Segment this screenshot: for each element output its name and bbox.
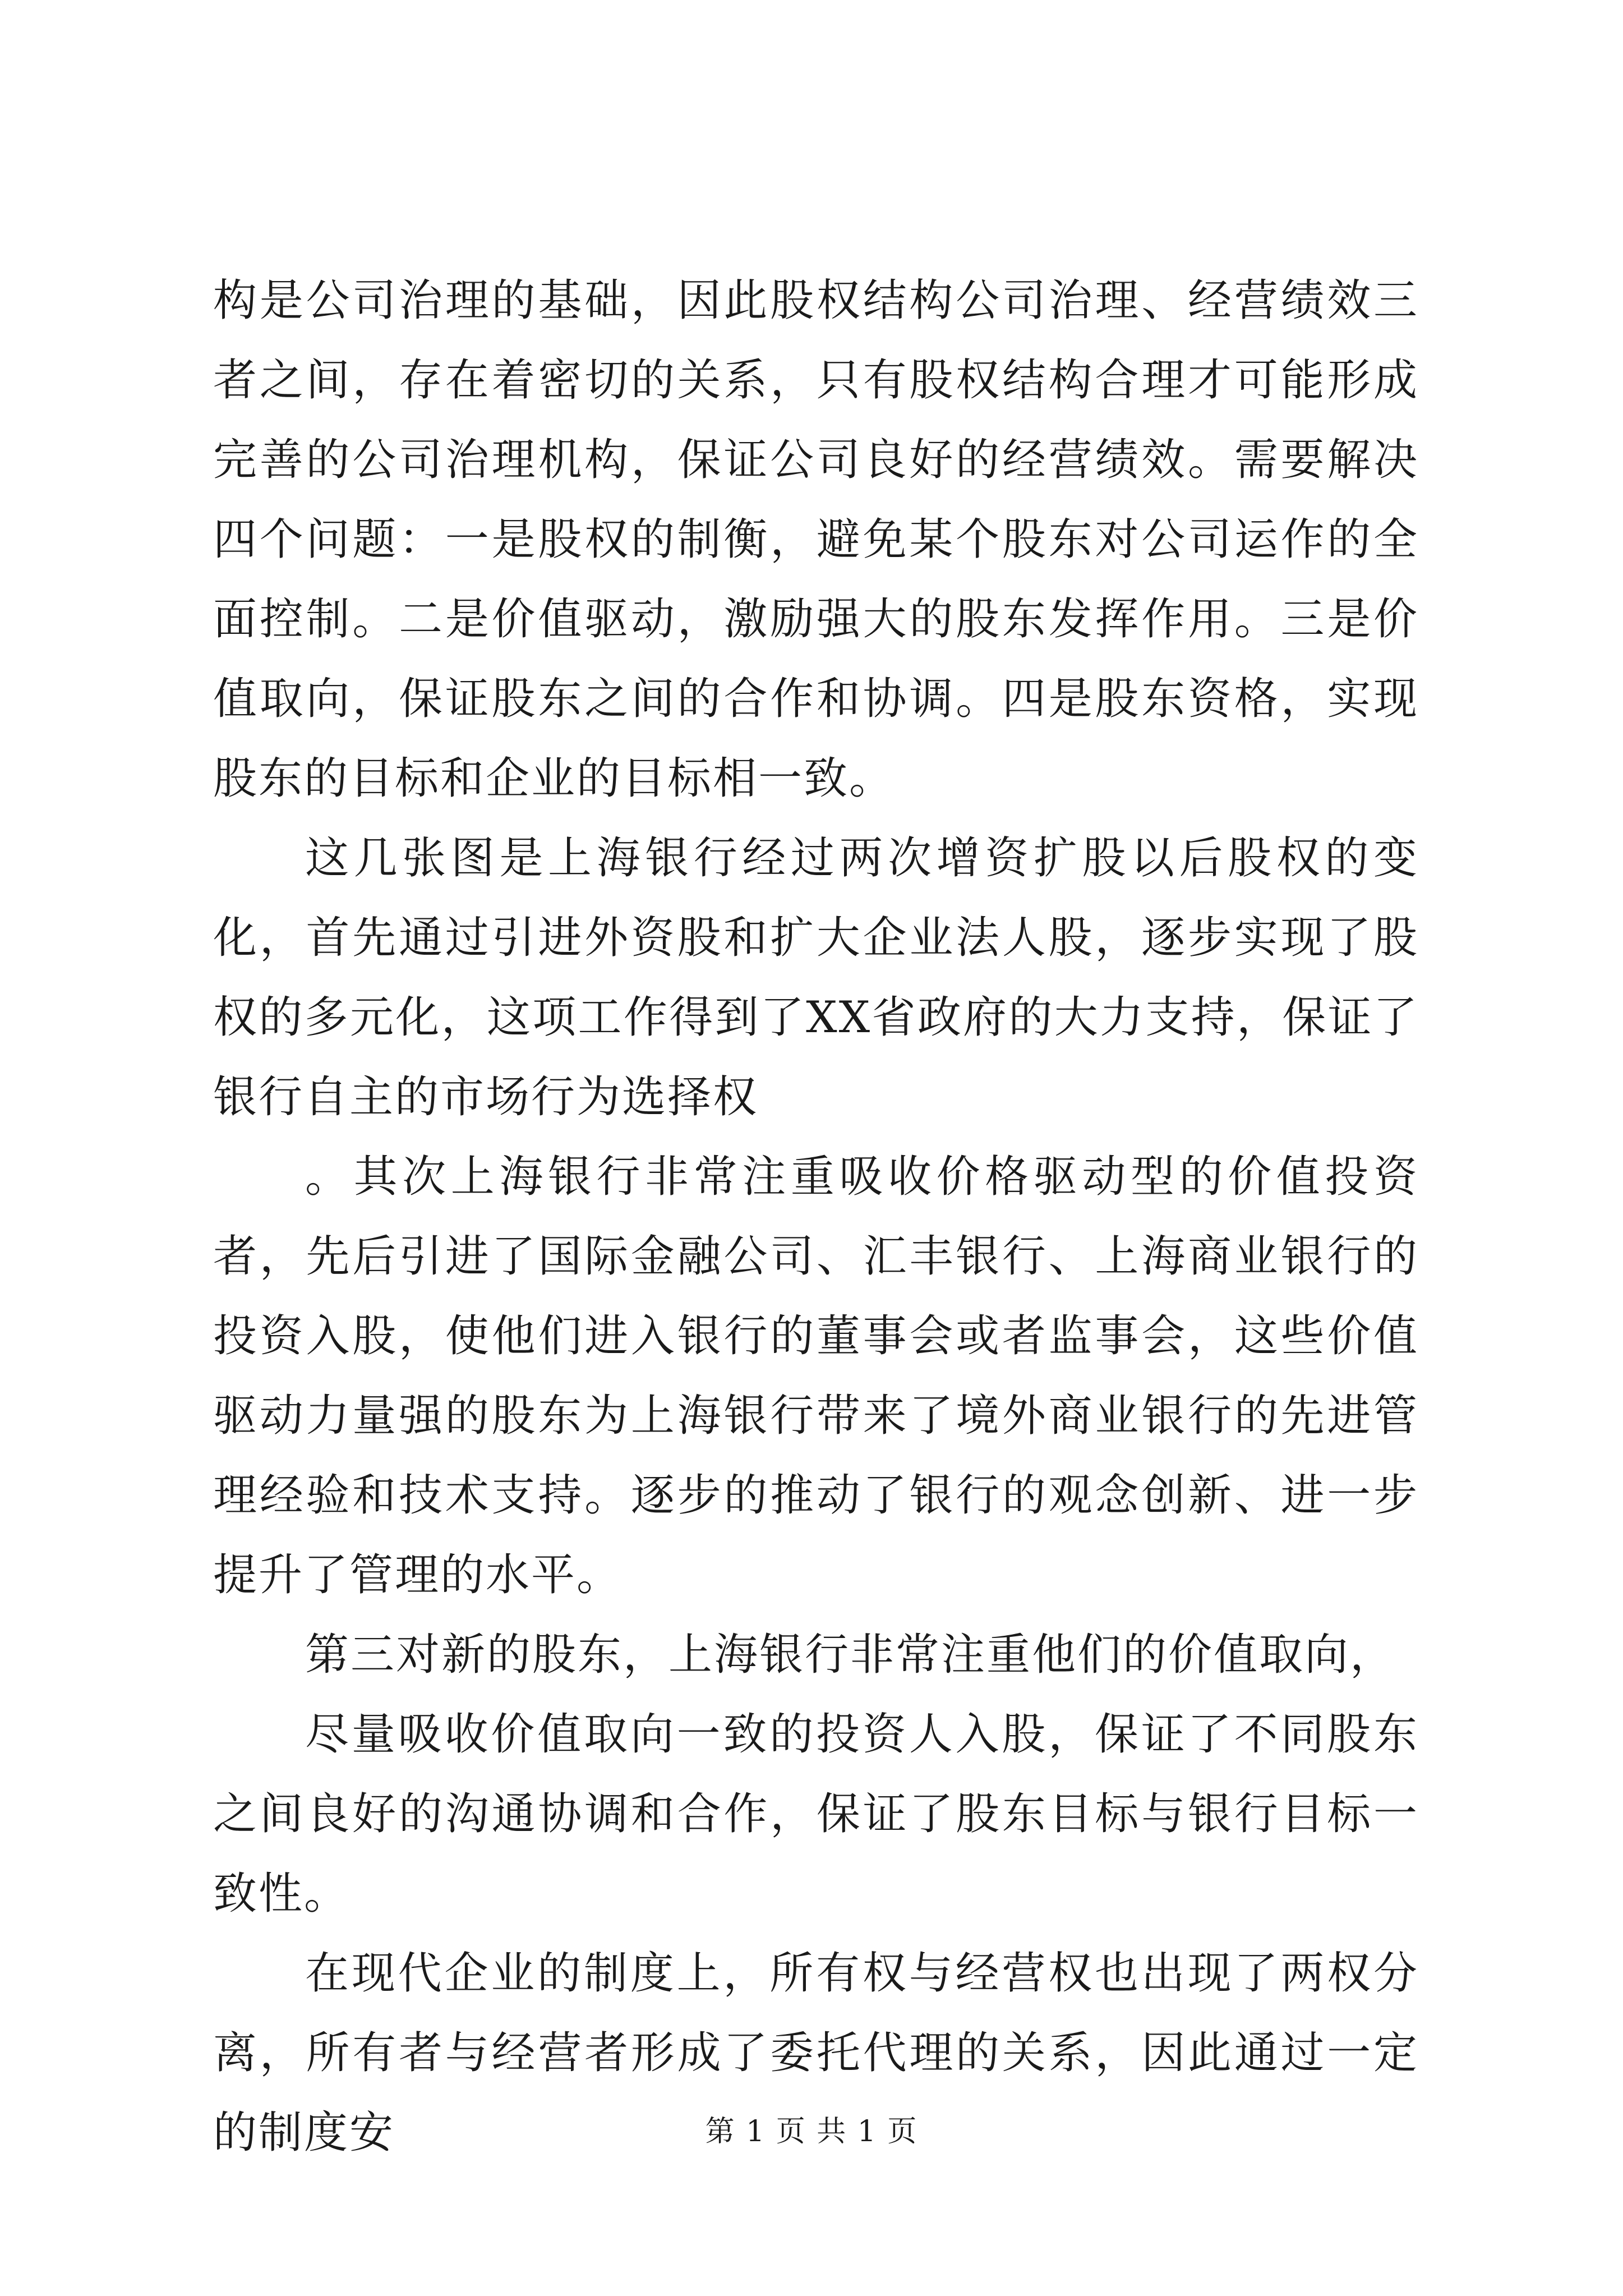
paragraph-3: 。其次上海银行非常注重吸收价格驱动型的价值投资者，先后引进了国际金融公司、汇丰银行、上海商业银行的投资入股，使他们进入银行的董事会或者监事会，这些价值驱动力量强的股东为上海银行带来了境外商业银行的先进管理经验和技术支持。逐步的推动了银行的观念创新、进一步提升了管理的水平。 [213, 1152, 1419, 1600]
paragraph-2: 这几张图是上海银行经过两次增资扩股以后股权的变化，首先通过引进外资股和扩大企业法人股，逐步实现了股权的多元化，这项工作得到了XX省政府的大力支持，保证了银行自主的市场行为选择权 [213, 833, 1419, 1122]
document-body [213, 261, 1419, 2173]
paragraph-4: 第三对新的股东，上海银行非常注重他们的价值取向， [305, 1630, 1396, 1680]
paragraph-5: 尽量吸收价值取向一致的投资人入股，保证了不同股东之间良好的沟通协调和合作，保证了股东目标与银行目标一致性。 [213, 1709, 1419, 1919]
page-footer: 第 1 页 共 1 页 [705, 2115, 918, 2148]
paragraph-1: 构是公司治理的基础，因此股权结构公司治理、经营绩效三者之间，存在着密切的关系，只有股权结构合理才可能形成完善的公司治理机构，保证公司良好的经营绩效。需要解决四个问题：一是股权的制衡，避免某个股东对公司运作的全面控制。二是价值驱动，激励强大的股东发挥作用。三是价值取向，保证股东之间的合作和协调。四是股东资格，实现股东的目标和企业的目标相一致。 [213, 275, 1419, 804]
paragraph-6: 在现代企业的制度上，所有权与经营权也出现了两权分离，所有者与经营者形成了委托代理的关系，因此通过一定的制度安 [213, 1948, 1419, 2158]
